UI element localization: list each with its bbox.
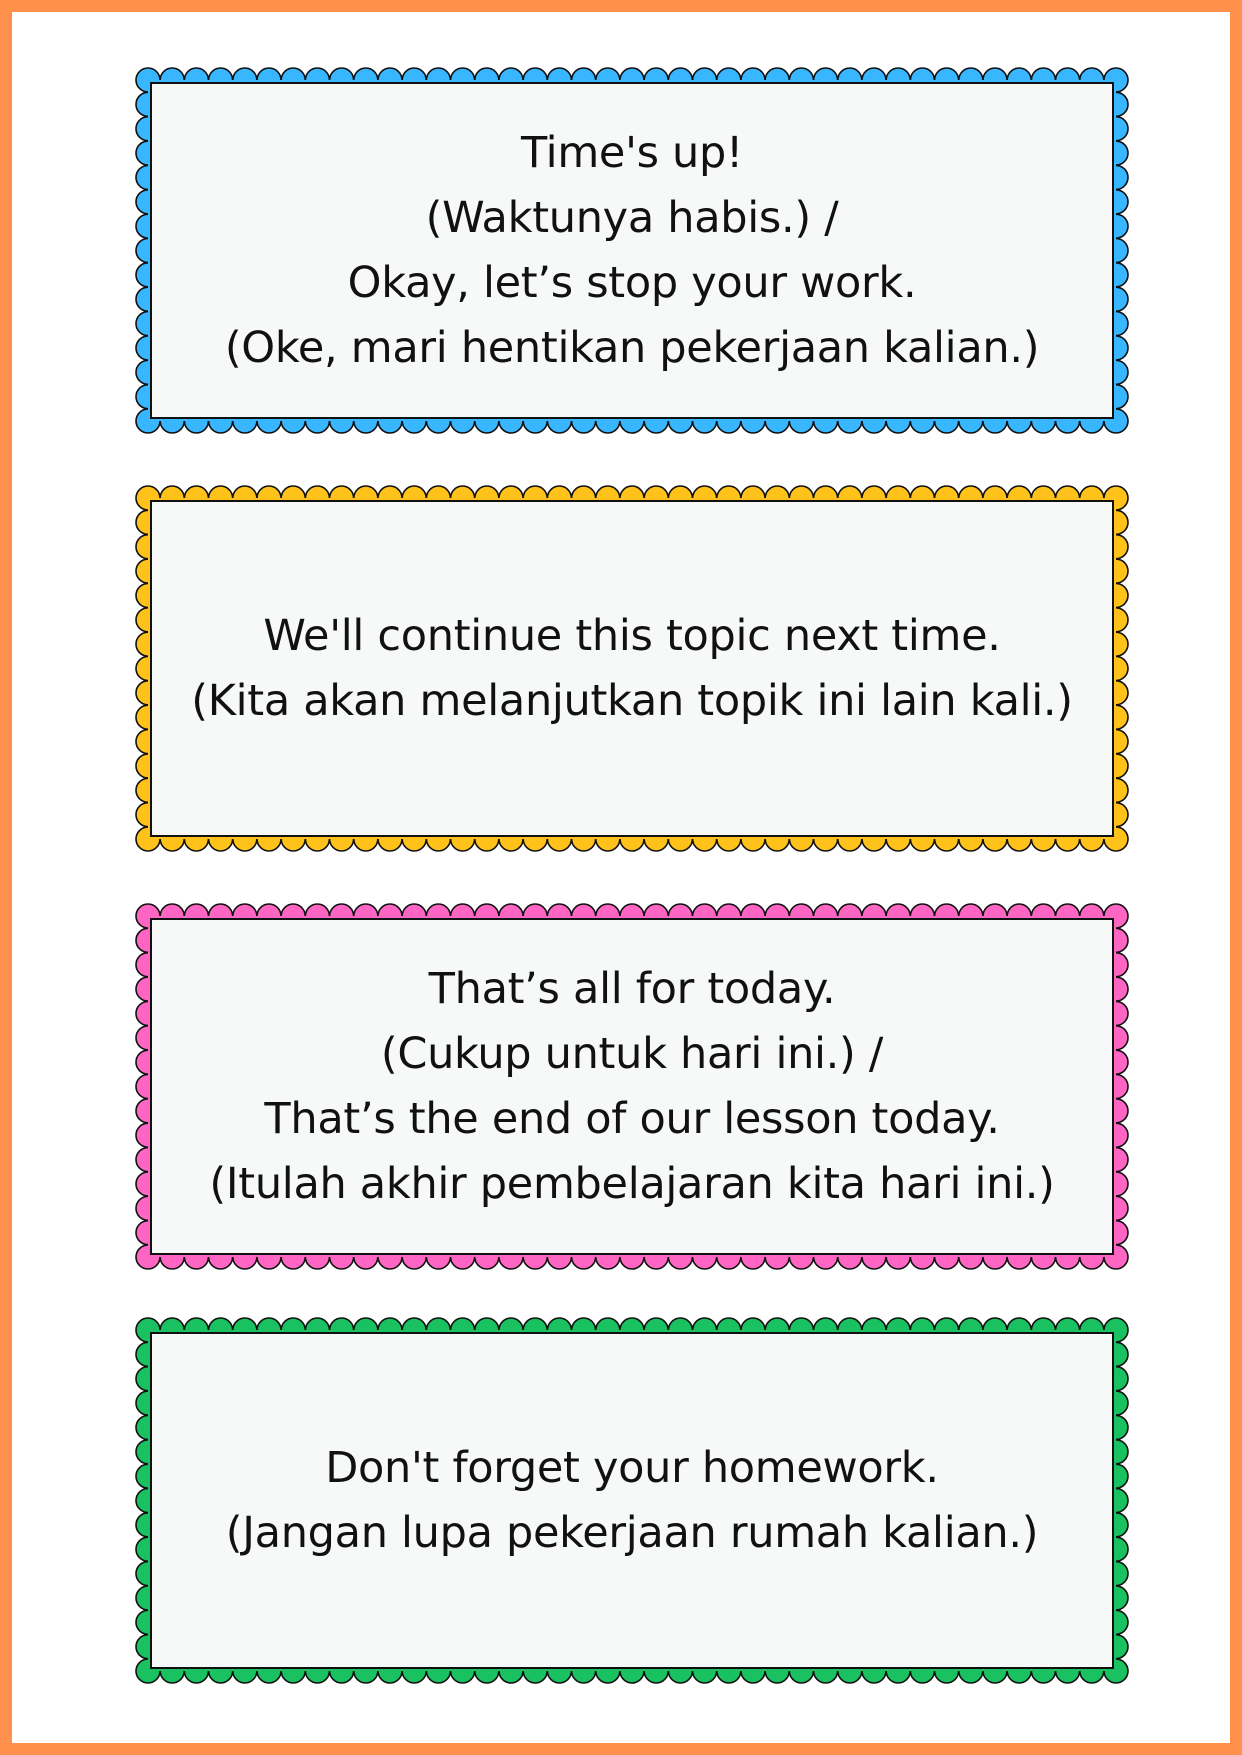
card-text-box	[150, 500, 1114, 837]
card-line: That’s all for today.	[428, 963, 836, 1014]
card-line: Don't forget your homework.	[325, 1442, 939, 1493]
card-line: We'll continue this topic next time.	[263, 610, 1001, 661]
card-line: (Itulah akhir pembelajaran kita hari ini.)	[209, 1158, 1055, 1209]
card-line: (Kita akan melanjutkan topik ini lain kali.)	[191, 675, 1073, 726]
card-line: That’s the end of our lesson today.	[264, 1093, 1000, 1144]
phrase-card-2	[136, 486, 1128, 851]
card-text-box	[150, 918, 1114, 1255]
worksheet-page	[12, 12, 1230, 1743]
card-line: (Cukup untuk hari ini.) /	[380, 1028, 884, 1079]
card-line: (Waktunya habis.) /	[425, 192, 839, 243]
phrase-card-4	[136, 1318, 1128, 1683]
card-text-box	[150, 1332, 1114, 1669]
card-line: Time's up!	[521, 127, 743, 178]
card-line: (Oke, mari hentikan pekerjaan kalian.)	[224, 322, 1040, 373]
card-line: Okay, let’s stop your work.	[347, 257, 917, 308]
card-line: (Jangan lupa pekerjaan rumah kalian.)	[225, 1507, 1039, 1558]
phrase-card-3	[136, 904, 1128, 1269]
card-text-box	[150, 82, 1114, 419]
phrase-card-1	[136, 68, 1128, 433]
